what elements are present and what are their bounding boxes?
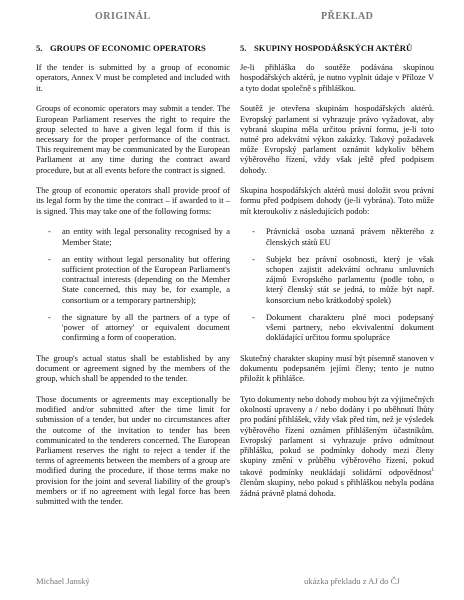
list-item: - the signature by all the partners of a type of 'power of attorney' or equivalent document confirming a form of cooperation. (48, 312, 230, 343)
translation-paragraph-3: Skupina hospodářských aktérů musí doložit svou právní formu před podpisem dohody (je-li vybrána). Toto může mít kteroukoliv z následujících podob: (240, 186, 434, 216)
translation-paragraph-4: Skutečný charakter skupiny musí být písemně stanoven v dokumentu podepsaném jejími členy; tento je nutno přiložit k přihlášce. (240, 353, 434, 384)
list-item: - Subjekt bez právní osobnosti, který je však schopen zajistit adekvátní ochranu smluvních zájmů Evropského parlamentu (podle toho, o který členský stát se jedná, to může být např. konsorcium nebo krátkodobý spolek) (252, 254, 434, 305)
author-footer: Michael Janský (36, 576, 90, 586)
translation-heading: 5. SKUPINY HOSPODÁŘSKÝCH AKTÉRŮ (240, 43, 413, 53)
original-list (36, 227, 230, 343)
original-paragraph-4: The group's actual status shall be established by any document or agreement signed by the members of the group, which shall be appended to the tender. (36, 353, 230, 384)
translation-paragraph-5: Tyto dokumenty nebo dohody mohou být za výjimečných okolností upraveny a / nebo dodány i po uběhnutí lhůty pro podání přihlášek, vždy však před tím, než je výsledek výběrového řízení oznámen přihlášeným účastníkům. Evropský parlament si vyhrazuje právo odmítnout přihlášku, pokud se podmínky dohody mezi členy skupiny změní v průběhu výběrového řízení, pokud takové podmínky neukládají solidární odpovědnost$^1$ členům skupiny, nebo pokud s přihláškou nebyla podána žádná právně platná dohoda. (240, 394, 434, 498)
translation-header: PŘEKLAD (321, 11, 374, 22)
translation-list (240, 227, 434, 343)
translation-paragraph-2: Soutěž je otevřena skupinám hospodářských aktérů. Evropský parlament si vyhrazuje právo vyžadovat, aby vybraná skupina měla určitou právní formu, je-li toto nutné pro adekvátní výkon zakázky. Takový požadavek může Evropský parlament oznámit kdykoliv během výběrového řízení, vždy však ještě před podpisem dohody. (240, 104, 434, 175)
original-header: ORIGINÁL (95, 11, 151, 22)
list-item: - an entity without legal personality but offering sufficient protection of the European Parliament's contractual interests (depending on the Member State concerned, this may be, for example, a consortium or a temporary partnership); (48, 254, 230, 305)
translation-paragraph-1: Je-li přihláška do soutěže podávána skupinou hospodářských aktérů, je nutno vyplnit údaje v Příloze V a tyto dodat společně s přihláškou. (240, 63, 434, 93)
original-heading: 5. GROUPS OF ECONOMIC OPERATORS (36, 43, 206, 53)
list-item: - an entity with legal personality recognised by a Member State; (48, 227, 230, 247)
original-column (36, 43, 230, 518)
original-paragraph-3: The group of economic operators shall provide proof of its legal form by the time the contract – if awarded to it – is signed. This may take one of the following forms: (36, 186, 230, 216)
original-paragraph-5: Those documents or agreements may exceptionally be modified and/or submitted after the time limit for submission of a tender, but under no circumstances after the outcome of the invitation to tender has been communicated to the tenderers concerned. The European Parliament reserves the right to reject a tender if the terms of agreements between the members of a group are modified during the procedure, if those terms make no provision for the joint and several liability of the group's members or if no agreement with legal force has been submitted with the tender. (36, 394, 230, 507)
list-item: - Právnická osoba uznaná právem některého z členských států EU (252, 227, 434, 247)
original-paragraph-2: Groups of economic operators may submit a tender. The European Parliament reserves the right to require the group selected to have a given legal form if this is necessary for the proper performance of the contract. This requirement may be communicated by the European Parliament at any time during the contract award procedure, but at all events before the contract is signed. (36, 104, 230, 175)
list-item: - Dokument charakteru plné moci podepsaný všemi partnery, nebo ekvivalentní dokument dokládající určitou formu spolupráce (252, 312, 434, 343)
sample-footer: ukázka překladu z AJ do ČJ (304, 576, 400, 586)
footnote-marker[interactable]: 1 (431, 468, 434, 474)
original-paragraph-1: If the tender is submitted by a group of economic operators, Annex V must be completed and included with it. (36, 63, 230, 93)
translation-column (240, 43, 434, 509)
